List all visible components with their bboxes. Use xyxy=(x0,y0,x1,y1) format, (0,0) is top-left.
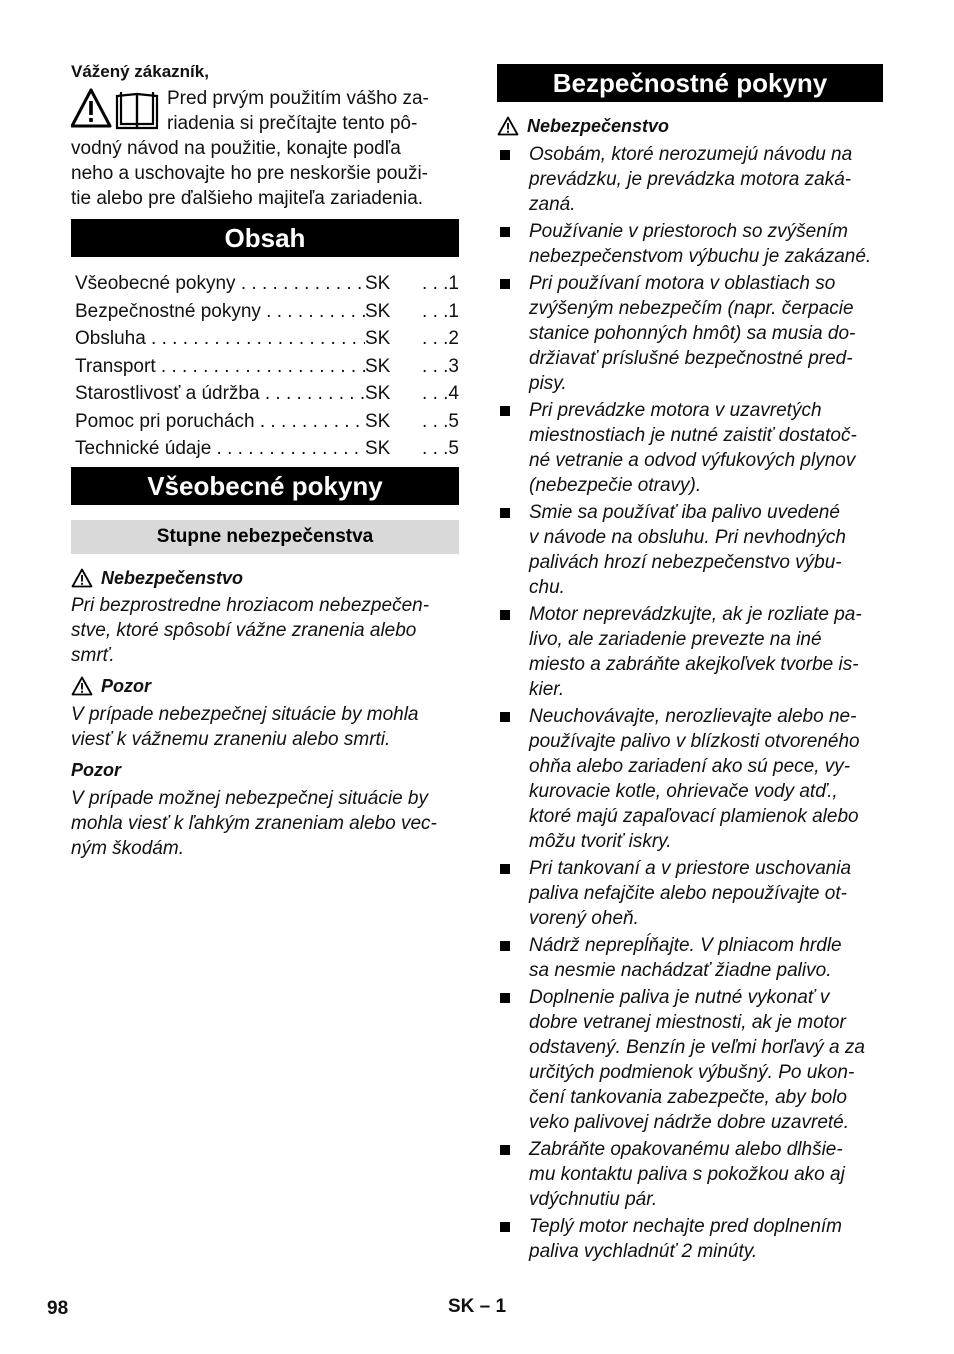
greeting: Vážený zákazník, xyxy=(71,62,209,81)
toc-page: . . .2 xyxy=(422,328,459,349)
intro-line: neho a uschovajte ho pre neskoršie použi- xyxy=(71,163,429,184)
text-line: zaná. xyxy=(529,194,576,215)
hazard-levels-heading: Stupne nebezpečenstva xyxy=(71,520,459,554)
toc-entry[interactable] xyxy=(71,435,459,463)
text-line: veko palivovej nádrže dobre uzavreté. xyxy=(529,1112,850,1133)
safety-list-item xyxy=(497,1137,883,1212)
safety-list-item xyxy=(497,985,883,1135)
text-line: Teplý motor nechajte pred doplnením xyxy=(529,1216,842,1237)
bullet-square-icon xyxy=(500,279,510,289)
bullet-square-icon xyxy=(500,864,510,874)
caution-label: Pozor xyxy=(71,759,122,780)
danger-text xyxy=(71,593,459,668)
table-of-contents xyxy=(71,270,459,463)
text-line: V prípade nebezpečnej situácie by mohla xyxy=(71,703,419,725)
text-line: mu kontaktu paliva s pokožkou ako aj xyxy=(529,1164,845,1185)
text-line: môžu tvoriť iskry. xyxy=(529,831,672,852)
toc-entry[interactable] xyxy=(71,270,459,298)
text-line: (nebezpečie otravy). xyxy=(529,475,702,496)
page-number: 98 xyxy=(47,1298,69,1319)
warning-triangle-icon xyxy=(71,568,93,588)
intro-line: Pred prvým použitím vášho za- xyxy=(167,88,429,109)
toc-lang: SK xyxy=(365,300,391,322)
text-line: vdýchnutiu pár. xyxy=(529,1189,658,1210)
text-line: určitých podmienok výbušný. Po ukon- xyxy=(529,1062,855,1083)
toc-title: Obsluha . . . xyxy=(75,325,365,353)
text-line: Neuchovávajte, nerozlievajte alebo ne- xyxy=(529,706,857,727)
text-line: používajte palivo v blízkosti otvoreného xyxy=(529,731,860,752)
danger-label: Nebezpečenstvo xyxy=(101,567,244,588)
toc-lang: SK xyxy=(365,410,391,432)
text-line: kier. xyxy=(529,679,565,700)
danger-heading xyxy=(71,566,459,590)
toc-page: . . .1 xyxy=(422,300,459,322)
safety-list xyxy=(497,142,883,1264)
text-line: Nádrž neprepĺňajte. V plniacom hrdle xyxy=(529,935,842,956)
toc-title: Transport . . . xyxy=(75,353,365,381)
language-page-label: SK – 1 xyxy=(448,1296,507,1317)
text-line: ným škodám. xyxy=(71,837,184,859)
safety-list-item xyxy=(497,500,883,600)
toc-entry[interactable] xyxy=(71,298,459,326)
text-line: livo, ale zariadenie prevezte na iné xyxy=(529,629,822,650)
toc-title: Bezpečnostné pokyny . . . xyxy=(75,298,365,326)
intro-paragraph xyxy=(71,86,459,211)
text-line: Pri tankovaní a v priestore uschovania xyxy=(529,858,852,879)
safety-list-item xyxy=(497,602,883,702)
text-line: mohla viesť k ľahkým zraneniam alebo vec- xyxy=(71,812,437,834)
text-line: smrť. xyxy=(71,644,115,666)
text-line: stanice pohonných hmôt) sa musia do- xyxy=(529,323,856,344)
text-line: miestnostiach je nutné zaistiť dostatoč- xyxy=(529,425,857,446)
bullet-square-icon xyxy=(500,227,510,237)
toc-page: . . .1 xyxy=(422,273,459,294)
danger-label: Nebezpečenstvo xyxy=(527,116,670,136)
text-line: Doplnenie paliva je nutné vykonať v xyxy=(529,987,830,1008)
intro-line: riadenia si prečítajte tento pô- xyxy=(167,113,418,134)
warning-book-icons xyxy=(71,88,161,132)
bullet-square-icon xyxy=(500,1145,510,1155)
text-line: držiavať príslušné bezpečnostné pred- xyxy=(529,348,853,369)
toc-title: Technické údaje . . . xyxy=(75,435,365,463)
bullet-square-icon xyxy=(500,508,510,518)
text-line: Pri prevádzke motora v uzavretých xyxy=(529,400,822,421)
toc-title: Starostlivosť a údržba . . . xyxy=(75,380,365,408)
bullet-square-icon xyxy=(500,1222,510,1232)
text-line: viesť k vážnemu zraneniu alebo smrti. xyxy=(71,728,391,750)
toc-lang: SK xyxy=(365,273,391,294)
text-line: čení tankovania zabezpečte, aby bolo xyxy=(529,1087,847,1108)
toc-page: . . .3 xyxy=(422,355,459,377)
safety-list-item xyxy=(497,704,883,854)
text-line: prevádzku, je prevádzka motora zaká- xyxy=(529,169,852,190)
warning-triangle-icon xyxy=(497,116,519,136)
left-column xyxy=(71,60,459,861)
safety-list-item xyxy=(497,1214,883,1264)
text-line: Pri používaní motora v oblastiach so xyxy=(529,273,836,294)
toc-title: Všeobecné pokyny . . . xyxy=(75,270,365,298)
safety-danger-heading xyxy=(497,114,883,138)
text-line: kurovacie kotle, ohrievače vody atď., xyxy=(529,781,838,802)
text-line: V prípade možnej nebezpečnej situácie by xyxy=(71,787,429,809)
bullet-square-icon xyxy=(500,941,510,951)
text-line: paliva vychladnúť 2 minúty. xyxy=(529,1241,758,1262)
caution-heading xyxy=(71,758,459,782)
bullet-square-icon xyxy=(500,993,510,1003)
text-line: ktoré majú zapaľovací plamienok alebo xyxy=(529,806,859,827)
text-line: Pri bezprostredne hroziacom nebezpečen- xyxy=(71,594,430,616)
general-heading: Všeobecné pokyny xyxy=(71,467,459,505)
text-line: chu. xyxy=(529,577,565,598)
text-line: sa nesmie nachádzať žiadne palivo. xyxy=(529,960,832,981)
toc-page: . . .4 xyxy=(422,383,459,404)
text-line: Smie sa používať iba palivo uvedené xyxy=(529,502,840,523)
text-line: palivách hrozí nebezpečenstvo výbu- xyxy=(529,552,842,573)
text-line: Používanie v priestoroch so zvýšením xyxy=(529,221,848,242)
safety-heading: Bezpečnostné pokyny xyxy=(497,64,883,102)
caution-text xyxy=(71,786,459,861)
bullet-square-icon xyxy=(500,610,510,620)
bullet-square-icon xyxy=(500,712,510,722)
text-line: Motor neprevádzkujte, ak je rozliate pa- xyxy=(529,604,862,625)
safety-list-item xyxy=(497,398,883,498)
warning-text xyxy=(71,702,459,752)
intro-line: tie alebo pre ďalšieho majiteľa zariadenia. xyxy=(71,188,424,209)
toc-lang: SK xyxy=(365,355,391,377)
safety-list-item xyxy=(497,856,883,931)
text-line: v návode na obsluhu. Pri nevhodných xyxy=(529,527,846,548)
toc-lang: SK xyxy=(365,328,391,349)
safety-list-item xyxy=(497,142,883,217)
text-line: Osobám, ktoré nerozumejú návodu na xyxy=(529,144,853,165)
text-line: Zabráňte opakovanému alebo dlhšie- xyxy=(529,1139,843,1160)
toc-entry[interactable] xyxy=(71,353,459,381)
toc-lang: SK xyxy=(365,383,391,404)
right-column xyxy=(497,64,883,1266)
text-line: stve, ktoré spôsobí vážne zranenia alebo xyxy=(71,619,417,641)
warning-heading xyxy=(71,674,459,698)
bullet-square-icon xyxy=(500,150,510,160)
toc-title: Pomoc pri poruchách . . . xyxy=(75,408,365,436)
text-line: pisy. xyxy=(529,373,567,394)
safety-list-item xyxy=(497,219,883,269)
toc-page: . . .5 xyxy=(422,410,459,432)
text-line: ohňa alebo zariadení ako sú pece, vy- xyxy=(529,756,851,777)
text-line: né vetranie a odvod výfukových plynov xyxy=(529,450,856,471)
text-line: nebezpečenstvom výbuchu je zakázané. xyxy=(529,246,872,267)
warning-triangle-icon xyxy=(71,676,93,696)
intro-line: vodný návod na použitie, konajte podľa xyxy=(71,138,401,159)
text-line: zvýšeným nebezpečím (napr. čerpacie xyxy=(529,298,854,319)
open-book-icon xyxy=(117,92,157,128)
text-line: miesto a zabráňte akejkoľvek tvorbe is- xyxy=(529,654,859,675)
warning-label: Pozor xyxy=(101,675,152,696)
toc-page: . . .5 xyxy=(422,438,459,459)
text-line: vorený oheň. xyxy=(529,908,639,929)
toc-entry[interactable] xyxy=(71,380,459,408)
text-line: odstavený. Benzín je veľmi horľavý a za xyxy=(529,1037,865,1058)
text-line: paliva nefajčite alebo nepoužívajte ot- xyxy=(529,883,847,904)
toc-entry[interactable] xyxy=(71,325,459,353)
warning-triangle-icon xyxy=(72,90,110,126)
safety-list-item xyxy=(497,933,883,983)
text-line: dobre vetranej miestnosti, ak je motor xyxy=(529,1012,846,1033)
toc-lang: SK xyxy=(365,438,391,459)
toc-entry[interactable] xyxy=(71,408,459,436)
bullet-square-icon xyxy=(500,406,510,416)
safety-list-item xyxy=(497,271,883,396)
contents-heading: Obsah xyxy=(71,219,459,257)
